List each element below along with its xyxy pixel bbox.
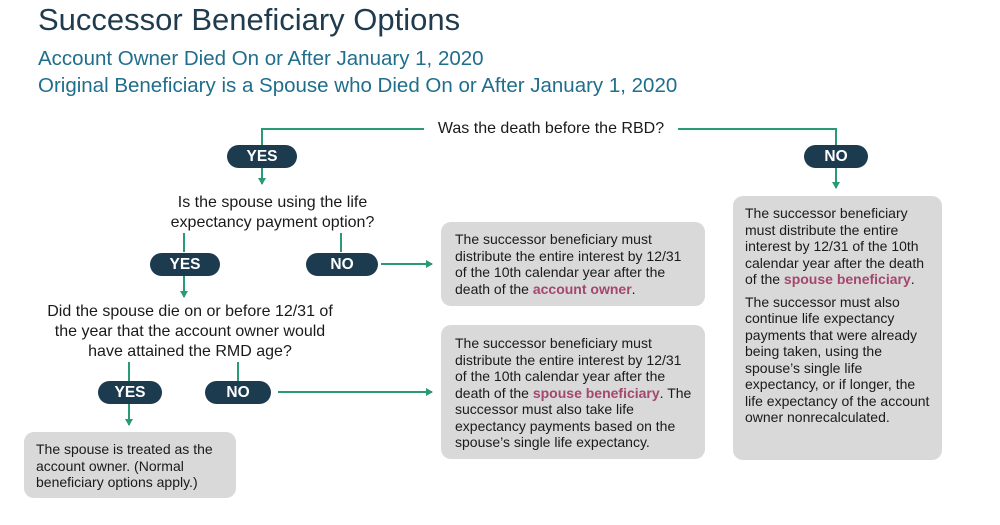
question-died-before-rmd-age: Did the spouse die on or before 12/31 of the year that the account owner would have attained the RMD age? (40, 302, 340, 362)
box-c-highlight: spouse beneficiary (783, 271, 911, 287)
outcome-box-10-year-spouse-life-expectancy (441, 325, 705, 459)
box-c-text: The successor beneficiary must distribute the entire interest by 12/31 of the 10th calendar year after the death of the (745, 205, 925, 287)
outcome-box-10-year-account-owner (441, 222, 705, 306)
outcome-box-treated-as-owner: The spouse is treated as the account owner. (Normal beneficiary options apply.) (24, 432, 236, 498)
box-b-end: . The successor must also take life expectancy payments based on the spouse’s single life expectancy. (455, 384, 692, 450)
no-pill-q3: NO (205, 381, 271, 404)
no-pill-q2: NO (306, 253, 378, 276)
box-b-text: The successor beneficiary must distribute the entire interest by 12/31 of the 10th calendar year after the death of the (455, 335, 682, 401)
question-life-expectancy-option: Is the spouse using the life expectancy payment option? (150, 193, 395, 233)
box-a-end: . (631, 280, 636, 297)
box-c-end: . (910, 271, 915, 287)
subtitle-account-owner: Account Owner Died On or After January 1, 2020 (38, 47, 484, 70)
box-c-paragraph-2: The successor must also continue life expectancy payments that were already being taken, using the spouse’s single life expectancy, or if longer, the life expectancy of the account owner nonrecalculated. (745, 293, 930, 425)
page-title: Successor Beneficiary Options (38, 2, 461, 37)
yes-pill-q2: YES (150, 253, 220, 276)
box-b-highlight: spouse beneficiary (532, 384, 660, 401)
box-a-text: The successor beneficiary must distribute the entire interest by 12/31 of the 10th calendar year after the death of the (455, 231, 682, 297)
no-pill-q1: NO (804, 145, 868, 168)
question-death-before-rbd: Was the death before the RBD? (426, 119, 676, 139)
subtitle-original-beneficiary: Original Beneficiary is a Spouse who Died On or After January 1, 2020 (38, 74, 678, 97)
outcome-box-no-branch (733, 196, 942, 460)
connector-q1-yes (262, 129, 424, 145)
box-a-highlight: account owner (532, 280, 632, 297)
yes-pill-q1: YES (227, 145, 297, 168)
box-c-paragraph-1 (745, 205, 932, 288)
yes-pill-q3: YES (98, 381, 162, 404)
connector-q1-no (678, 129, 836, 145)
